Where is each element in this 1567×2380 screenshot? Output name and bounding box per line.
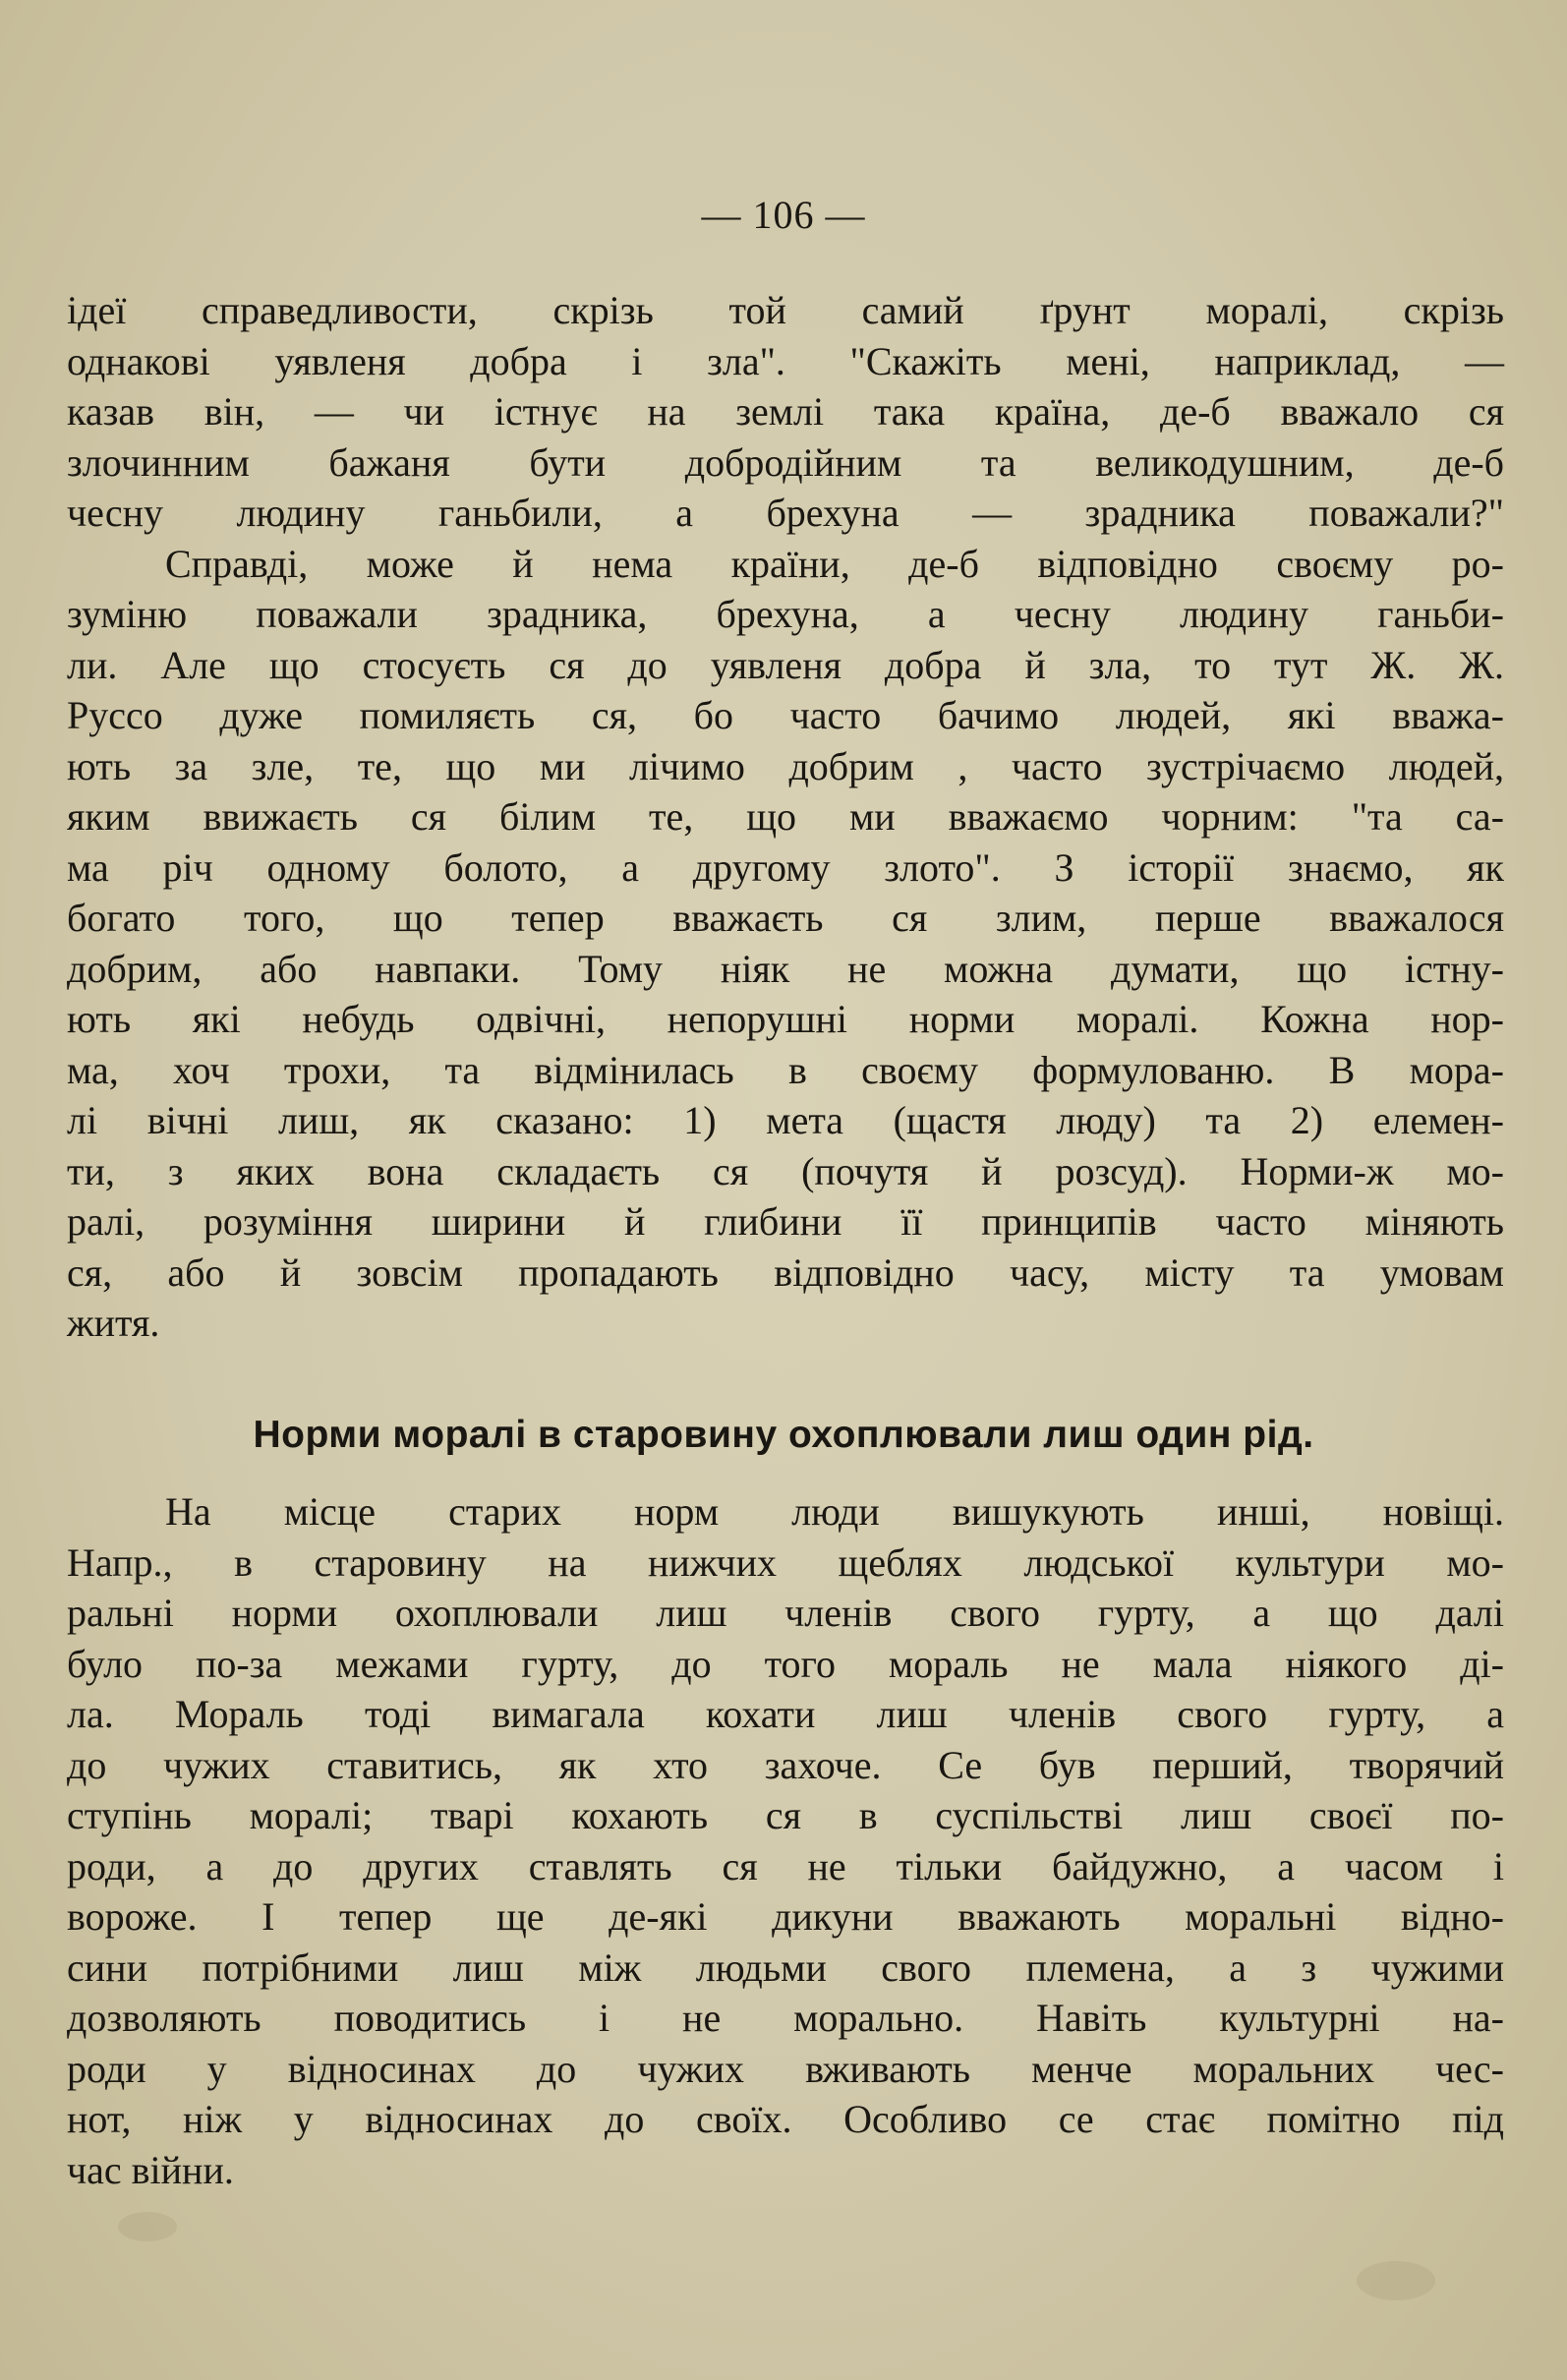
text-line: вороже. І тепер ще де-які дикуни вважають моральні відно- bbox=[67, 1894, 1504, 1939]
text-line: однакові уявленя добра і зла". "Скажіть мені, наприклад, — bbox=[67, 338, 1504, 383]
text-line: ють які небудь одвічні, непорушні норми моралі. Кожна нор- bbox=[67, 997, 1504, 1041]
text-line: добрим, або навпаки. Тому ніяк не можна думати, що істну- bbox=[67, 946, 1504, 991]
text-line: ла. Мораль тоді вимагала кохати лиш членів свого гурту, а bbox=[67, 1692, 1504, 1736]
text-line: ступінь моралі; тварі кохають ся в суспільстві лиш своєї по- bbox=[67, 1793, 1504, 1837]
text-line: ральні норми охоплювали лиш членів свого гурту, а що далі bbox=[67, 1591, 1504, 1635]
text-line: нот, ніж у відносинах до своїх. Особливо се стає помітно під bbox=[67, 2097, 1504, 2141]
page-number: — 106 — bbox=[701, 193, 866, 237]
text-line: ралі, розуміння ширини й глибини її принципів часто міняють bbox=[67, 1199, 1504, 1244]
text-line: ідеї справедливости, скрізь той самий ґрунт моралі, скрізь bbox=[67, 288, 1504, 332]
text-line: ма, хоч трохи, та відмінилась в своєму формулованю. В мора- bbox=[67, 1047, 1504, 1092]
body-text-upper bbox=[67, 285, 1504, 1349]
text-line: богато того, що тепер вважаєть ся злим, перше вважалося bbox=[67, 896, 1504, 940]
body-text-lower bbox=[67, 1486, 1504, 2195]
text-line: Справді, може й нема країни, де-б відповідно своєму ро- bbox=[165, 541, 1504, 586]
paper-smudge bbox=[1357, 2261, 1435, 2300]
text-line: ти, з яких вона складаєть ся (почутя й розсуд). Норми-ж мо- bbox=[67, 1148, 1504, 1193]
text-line: зуміню поважали зрадника, брехуна, а чесну людину ганьби- bbox=[67, 592, 1504, 636]
text-line: Руссо дуже помиляєть ся, бо часто бачимо людей, які вважа- bbox=[67, 693, 1504, 737]
text-line: яким ввижаєть ся білим те, що ми вважаємо чорним: "та са- bbox=[67, 794, 1504, 839]
text-line: На місце старих норм люди вишукують инші, новіщі. bbox=[165, 1489, 1504, 1534]
text-line: ють за зле, те, що ми лічимо добрим , часто зустрічаємо людей, bbox=[67, 743, 1504, 788]
section-heading: Норми моралі в старовину охоплювали лиш один рід. bbox=[253, 1414, 1314, 1456]
text-line: роди у відносинах до чужих вживають менче моральних чес- bbox=[67, 2046, 1504, 2091]
paper-smudge bbox=[118, 2212, 177, 2241]
text-line: дозволяють поводитись і не морально. Навіть культурні на- bbox=[67, 1996, 1504, 2040]
text-line: роди, а до других ставлять ся не тільки байдужно, а часом і bbox=[67, 1843, 1504, 1888]
text-line: до чужих ставитись, як хто захоче. Се був перший, творячий bbox=[67, 1742, 1504, 1787]
text-line: було по-за межами гурту, до того мораль не мала ніякого ді- bbox=[67, 1641, 1504, 1686]
text-line: злочинним бажаня бути добродійним та великодушним, де-б bbox=[67, 439, 1504, 485]
text-line: чесну людину ганьбили, а брехуна — зрадника поважали?" bbox=[67, 491, 1504, 535]
text-line: сини потрібними лиш між людьми свого племена, а з чужими bbox=[67, 1945, 1504, 1990]
text-line: ся, або й зовсім пропадають відповідно часу, місту та умовам bbox=[67, 1249, 1504, 1295]
text-line: ма річ одному болото, а другому злото". З історії знаємо, як bbox=[67, 844, 1504, 890]
text-line: час війни. bbox=[67, 2147, 234, 2192]
text-line: житя. bbox=[67, 1301, 160, 1345]
text-line: казав він, — чи істнує на землі така країна, де-б вважало ся bbox=[67, 389, 1504, 434]
text-line: лі вічні лиш, як сказано: 1) мета (щастя люду) та 2) елемен- bbox=[67, 1098, 1504, 1142]
text-line: ли. Але що стосуєть ся до уявленя добра й зла, то тут Ж. Ж. bbox=[67, 642, 1504, 687]
text-line: Напр., в старовину на нижчих щеблях людської культури мо- bbox=[67, 1539, 1504, 1585]
